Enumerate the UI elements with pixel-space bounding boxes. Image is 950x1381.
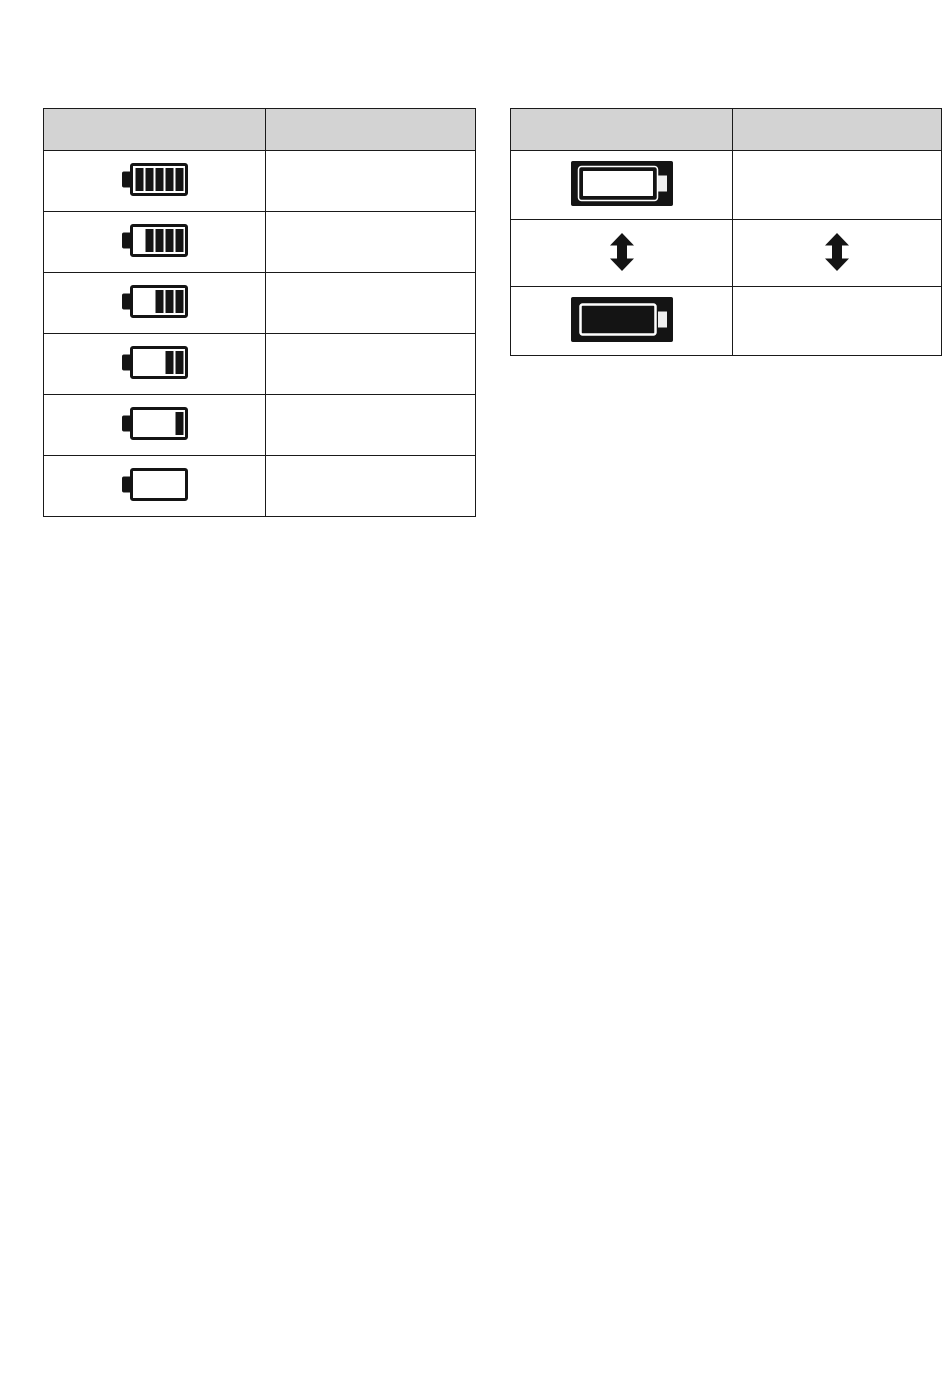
icon-cell [733,220,942,287]
battery-level-table-body [44,151,476,517]
table-row [44,395,476,456]
header-cell-indicator [511,109,733,151]
table-row [44,334,476,395]
battery-level-0-icon [122,468,188,501]
battery-level-3-icon [122,285,188,318]
battery-icon-cell [44,334,266,395]
description-cell [266,273,476,334]
battery-level-1-icon [122,407,188,440]
table-header-row [44,109,476,151]
battery-icon-cell [44,456,266,517]
table-row [44,273,476,334]
updown-arrow-icon [610,233,634,271]
description-cell [266,395,476,456]
battery-icon-cell [44,212,266,273]
table-row [44,151,476,212]
battery-reversed-table [510,108,942,356]
battery-icon-cell [44,151,266,212]
description-cell [266,334,476,395]
battery-icon-cell [44,395,266,456]
updown-arrow-icon [825,233,849,271]
icon-cell [511,287,733,356]
battery-icon-cell [44,273,266,334]
battery-level-4-icon [122,224,188,257]
icon-cell [511,151,733,220]
table-row [44,212,476,273]
battery-level-2-icon [122,346,188,379]
table-row [511,287,942,356]
description-cell [733,287,942,356]
description-cell [266,456,476,517]
icon-cell [511,220,733,287]
battery-reversed-table-body [511,151,942,356]
battery-level-5-icon [122,163,188,196]
description-cell [733,151,942,220]
table-row [511,151,942,220]
table-row [511,220,942,287]
header-cell-description [733,109,942,151]
battery-full-reversed-icon [571,161,673,206]
description-cell [266,212,476,273]
table-header-row [511,109,942,151]
header-cell-description [266,109,476,151]
description-cell [266,151,476,212]
header-cell-indicator [44,109,266,151]
battery-level-table [43,108,476,517]
battery-empty-reversed-icon [571,297,673,342]
table-row [44,456,476,517]
